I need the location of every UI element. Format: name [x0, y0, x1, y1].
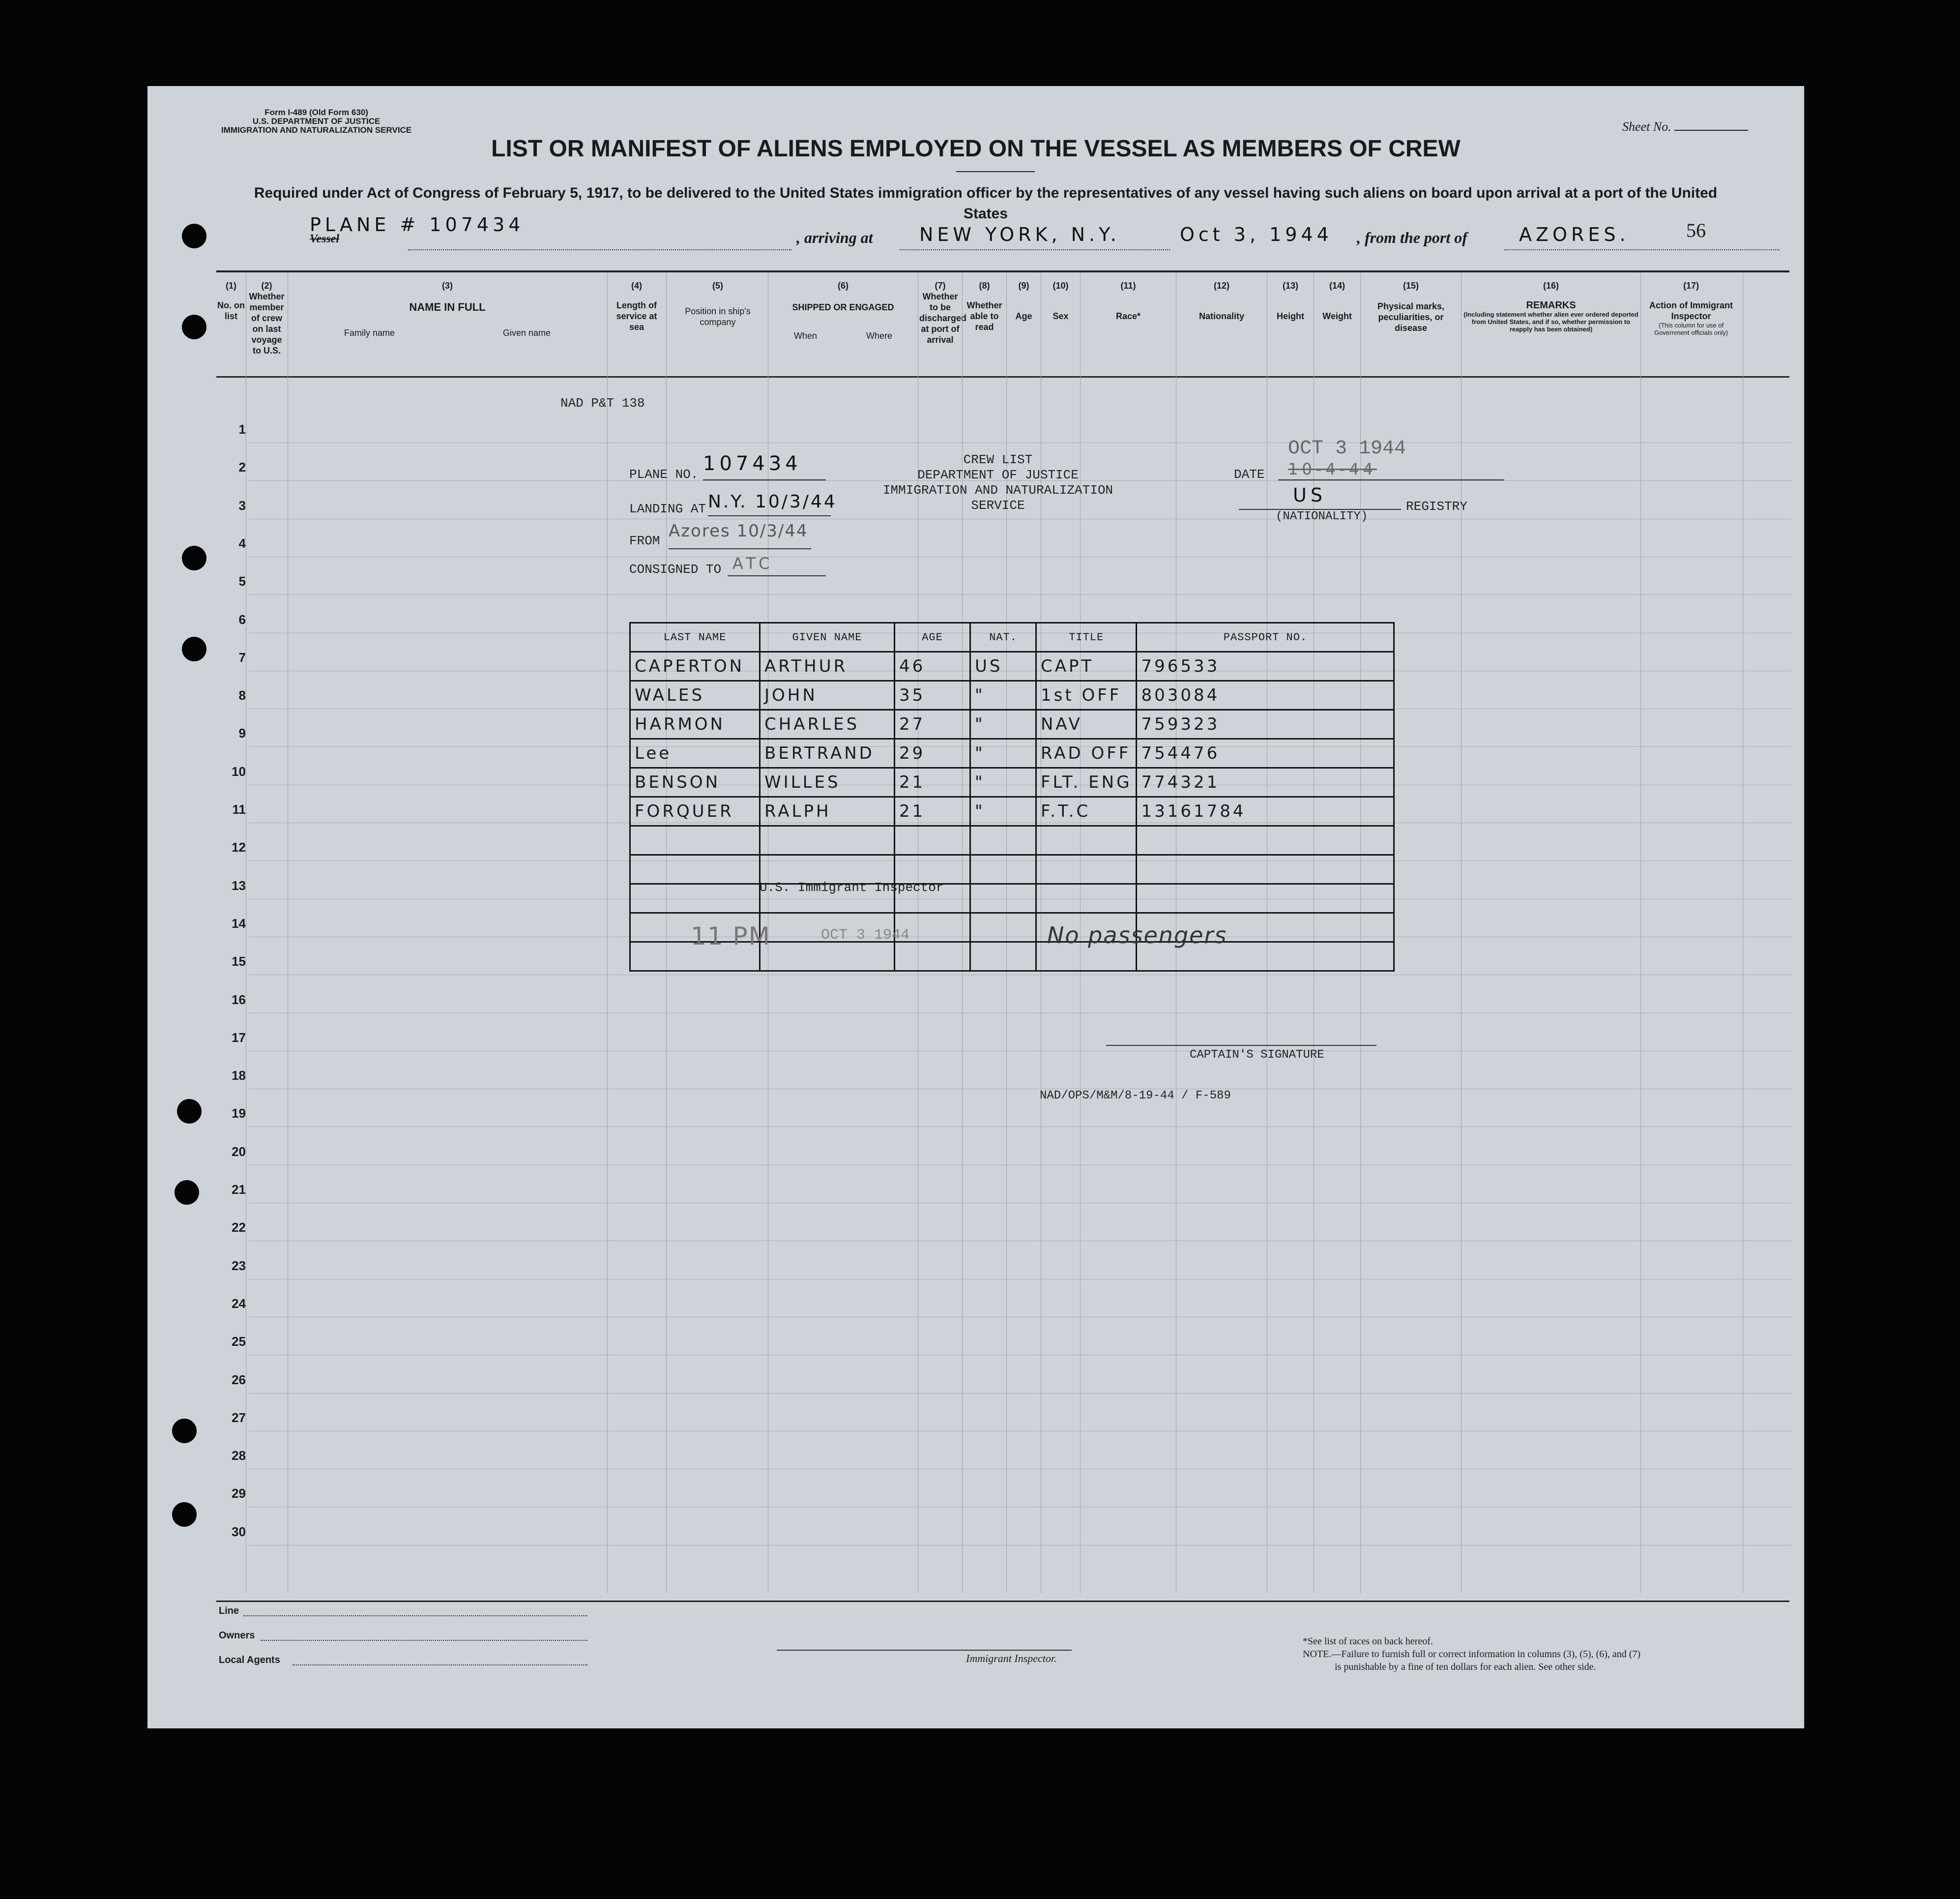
inspection-time: 11 PM [691, 922, 771, 950]
grid-line [1461, 273, 1462, 1593]
arriving-label: , arriving at [796, 229, 873, 246]
crew-cell-age: 21 [895, 797, 970, 826]
title-divider [956, 171, 1035, 172]
grid-bottom-rule [216, 1601, 1789, 1602]
crew-cell-passport-no: 759323 [1137, 710, 1394, 739]
row-number: 6 [238, 612, 246, 627]
col-10-header: (10) Sex [1053, 281, 1069, 321]
registry-label: REGISTRY [1406, 499, 1467, 514]
crew-cell-age: 21 [895, 768, 970, 797]
crew-cell-title [1036, 826, 1137, 855]
crew-cell-given-name [760, 826, 895, 855]
row-number: 4 [238, 535, 246, 551]
col-1-header: (1) No. on list [217, 281, 245, 321]
row-number: 9 [238, 726, 246, 741]
col-6-header: (6) SHIPPED OR ENGAGED When Where [792, 281, 894, 341]
row-number: 24 [232, 1296, 246, 1311]
crew-cell-given-name: CHARLES [760, 710, 895, 739]
crew-cell-nationality: " [970, 681, 1036, 710]
col-header-age: AGE [895, 623, 970, 652]
footer-note [1303, 1635, 1640, 1673]
immigrant-inspector-label: Immigrant Inspector. [966, 1652, 1057, 1664]
crew-row [630, 855, 1394, 884]
page-number: 56 [1686, 219, 1706, 241]
crew-cell-given-name: JOHN [760, 681, 895, 710]
punch-hole [177, 1099, 202, 1124]
row-number: 14 [232, 916, 246, 931]
vessel-label: Vessel [310, 233, 339, 245]
consigned-label: CONSIGNED TO [629, 562, 722, 577]
crew-cell-last-name: Lee [630, 739, 760, 768]
form-id-line: Form I-489 (Old Form 630) [264, 108, 368, 117]
col-17-header: (17) Action of Immigrant Inspector (This column for use of Government officials only) [1649, 281, 1733, 336]
row-number: 29 [232, 1486, 246, 1501]
crew-cell-age: 46 [895, 652, 970, 681]
crew-row [630, 681, 1394, 710]
manifest-sheet [147, 86, 1804, 1728]
col-3-header: (3) NAME IN FULL Family name Given name [344, 281, 551, 338]
col-8-header: (8) Whether able to read [966, 281, 1002, 332]
crew-cell-nationality [970, 855, 1036, 884]
crew-cell-last-name [630, 884, 760, 913]
crew-cell-last-name: CAPERTON [630, 652, 760, 681]
from-underline [669, 548, 811, 549]
punch-hole [172, 1502, 197, 1527]
row-number: 13 [232, 878, 246, 893]
stamp-header-line: DEPARTMENT OF JUSTICE [917, 468, 1079, 482]
col-2-header: (2) Whether member of crew on last voyage to U.S. [249, 281, 285, 356]
crew-cell-given-name [760, 855, 895, 884]
form-id-line: U.S. DEPARTMENT OF JUSTICE [252, 117, 380, 126]
crew-cell-age [895, 855, 970, 884]
from-port-label: , from the port of [1357, 229, 1467, 246]
crew-table-header-row [630, 623, 1394, 652]
col-11-header: (11) Race* [1115, 281, 1141, 321]
nationality-value: US [1293, 484, 1326, 506]
crew-cell-nationality [970, 826, 1036, 855]
row-number: 18 [232, 1068, 246, 1083]
row-number: 25 [232, 1334, 246, 1349]
crew-row [630, 739, 1394, 768]
form-id-line: IMMIGRATION AND NATURALIZATION SERVICE [221, 125, 412, 135]
col-header-nationality: NAT. [970, 623, 1036, 652]
crew-cell-given-name: WILLES [760, 768, 895, 797]
col-4-header: (4) Length of service at sea [616, 281, 657, 332]
crew-cell-last-name [630, 855, 760, 884]
inspection-date-stamp: OCT 3 1944 [821, 927, 910, 944]
footer-note-line: is punishable by a fine of ten dollars for each alien. See other side. [1335, 1662, 1596, 1672]
header-top-rule [216, 270, 1789, 272]
row-number: 19 [232, 1106, 246, 1121]
captain-signature-label: CAPTAIN'S SIGNATURE [1190, 1048, 1324, 1062]
col-7-header: (7) Whether to be discharged at port of arrival [919, 281, 967, 345]
from-label: FROM [629, 534, 660, 548]
consigned-value: ATC [732, 554, 774, 573]
footer-note-line: *See list of races on back hereof. [1303, 1636, 1433, 1647]
crew-cell-given-name: BERTRAND [760, 739, 895, 768]
plane-no-value: 107434 [703, 452, 802, 475]
crew-cell-title [1036, 855, 1137, 884]
row-number: 28 [232, 1448, 246, 1463]
row-number: 3 [238, 498, 246, 513]
crew-cell-title: CAPT [1036, 652, 1137, 681]
crew-cell-title [1036, 884, 1137, 913]
sheet-number-label: Sheet No. [1622, 119, 1671, 134]
crew-cell-title: F.T.C [1036, 797, 1137, 826]
arriving-underline [900, 249, 1170, 250]
crew-row [630, 797, 1394, 826]
nad-reference: NAD P&T 138 [560, 396, 645, 411]
sheet-number-field [1622, 119, 1748, 134]
col-16-header: (16) REMARKS (Including statement whether alien ever ordered deported from United States, and if so, whether permission to reapply has been obtained) [1463, 281, 1638, 333]
crew-cell-age [895, 942, 970, 971]
col-14-header: (14) Weight [1322, 281, 1352, 321]
crew-cell-given-name: RALPH [760, 797, 895, 826]
owners-label: Owners [219, 1630, 255, 1641]
crew-cell-nationality [970, 913, 1036, 942]
punch-hole [175, 1180, 199, 1205]
arriving-value: NEW YORK, N.Y. [919, 224, 1120, 245]
row-number: 7 [238, 650, 246, 665]
row-number: 5 [238, 574, 246, 589]
owners-blank [261, 1640, 587, 1641]
landing-label: LANDING AT [629, 502, 706, 516]
row-number: 21 [232, 1182, 246, 1197]
line-label: Line [219, 1605, 239, 1616]
consigned-underline [728, 575, 826, 576]
row-number: 22 [232, 1220, 246, 1235]
grid-line [1640, 273, 1641, 1593]
crew-row [630, 826, 1394, 855]
from-value: Azores 10/3/44 [669, 521, 808, 541]
crew-cell-age: 27 [895, 710, 970, 739]
row-number: 1 [238, 422, 246, 437]
crew-cell-passport-no: 754476 [1137, 739, 1394, 768]
nationality-label: (NATIONALITY) [1276, 510, 1368, 523]
captain-signature-line [1106, 1045, 1376, 1046]
crew-cell-given-name: ARTHUR [760, 652, 895, 681]
landing-underline [708, 515, 831, 516]
row-number: 30 [232, 1524, 246, 1539]
punch-hole [182, 546, 206, 570]
crew-row [630, 884, 1394, 913]
row-number: 27 [232, 1410, 246, 1425]
date-underline [1278, 479, 1504, 480]
archive-reference: NAD/OPS/M&M/8-19-44 / F-589 [1040, 1089, 1231, 1102]
crew-cell-nationality: " [970, 710, 1036, 739]
from-underline [1504, 249, 1780, 250]
date-value: 10-4-44 [1288, 460, 1377, 478]
crew-cell-passport-no: 13161784 [1137, 797, 1394, 826]
crew-cell-title: 1st OFF [1036, 681, 1137, 710]
row-number: 11 [232, 802, 246, 817]
form-title: LIST OR MANIFEST OF ALIENS EMPLOYED ON THE VESSEL AS MEMBERS OF CREW [491, 136, 1461, 162]
crew-cell-last-name: HARMON [630, 710, 760, 739]
landing-value: N.Y. 10/3/44 [708, 492, 837, 512]
punch-hole [182, 637, 206, 661]
crew-cell-nationality: US [970, 652, 1036, 681]
crew-row [630, 710, 1394, 739]
crew-list-table [629, 622, 1395, 972]
crew-cell-nationality [970, 884, 1036, 913]
col-header-passport: PASSPORT NO. [1137, 623, 1394, 652]
crew-cell-passport-no: 796533 [1137, 652, 1394, 681]
col-header-title: TITLE [1036, 623, 1137, 652]
plane-no-underline [703, 479, 826, 480]
footer-note-line: NOTE.—Failure to furnish full or correct information in columns (3), (5), (6), and (7) [1303, 1649, 1641, 1660]
punch-hole [182, 224, 206, 248]
crew-cell-age: 29 [895, 739, 970, 768]
row-number: 15 [232, 954, 246, 969]
stamp-header-line: IMMIGRATION AND NATURALIZATION SERVICE [882, 483, 1113, 513]
row-rule [248, 594, 1792, 595]
crew-cell-passport-no [1137, 855, 1394, 884]
row-number: 10 [232, 764, 246, 779]
crew-list-stamp-header [875, 452, 1121, 513]
col-15-header: (15) Physical marks, peculiarities, or disease [1377, 281, 1445, 333]
no-passengers-note: No passengers [1047, 922, 1228, 949]
stamp-header-line: CREW LIST [963, 452, 1033, 467]
crew-cell-age [895, 826, 970, 855]
col-13-header: (13) Height [1277, 281, 1304, 321]
crew-cell-title: FLT. ENG [1036, 768, 1137, 797]
arrival-date: Oct 3, 1944 [1180, 224, 1333, 245]
crew-cell-age: 35 [895, 681, 970, 710]
crew-cell-title: RAD OFF [1036, 739, 1137, 768]
crew-cell-nationality [970, 942, 1036, 971]
crew-cell-passport-no: 803084 [1137, 681, 1394, 710]
col-5-header: (5) Position in ship's company [685, 281, 751, 327]
crew-row [630, 768, 1394, 797]
row-rule [248, 1393, 1792, 1394]
vessel-value: PLANE # 107434 [310, 214, 525, 236]
sheet-number-blank [1674, 130, 1748, 131]
crew-cell-given-name [760, 942, 895, 971]
row-number: 8 [238, 688, 246, 703]
date-label: DATE [1234, 467, 1265, 482]
crew-cell-passport-no [1137, 826, 1394, 855]
form-subtitle: Required under Act of Congress of February 5, 1917, to be delivered to the United States immigration officer by the representatives of any vessel having such aliens on board upon arrival at a port of the United States [254, 185, 1718, 222]
form-identifier [221, 108, 411, 135]
plane-no-label: PLANE NO. [629, 467, 699, 482]
line-blank [243, 1615, 587, 1616]
received-date-stamp: OCT 3 1944 [1288, 438, 1406, 460]
crew-cell-last-name [630, 826, 760, 855]
inspector-signature-line [777, 1650, 1072, 1651]
local-agents-blank [293, 1664, 587, 1665]
crew-cell-nationality: " [970, 739, 1036, 768]
crew-cell-last-name: FORQUER [630, 797, 760, 826]
col-9-header: (9) Age [1015, 281, 1032, 321]
row-number: 12 [232, 840, 246, 855]
col-header-given-name: GIVEN NAME [760, 623, 895, 652]
row-number: 26 [232, 1372, 246, 1387]
crew-cell-passport-no [1137, 884, 1394, 913]
crew-cell-last-name: WALES [630, 681, 760, 710]
from-port-value: AZORES. [1519, 224, 1630, 245]
vessel-underline [408, 249, 791, 250]
row-number: 17 [232, 1030, 246, 1045]
crew-row [630, 652, 1394, 681]
row-number: 2 [238, 460, 246, 475]
grid-line [607, 273, 608, 1593]
crew-cell-title: NAV [1036, 710, 1137, 739]
col-header-last-name: LAST NAME [630, 623, 760, 652]
punch-hole [172, 1419, 197, 1443]
crew-cell-nationality: " [970, 768, 1036, 797]
crew-cell-last-name: BENSON [630, 768, 760, 797]
crew-cell-passport-no: 774321 [1137, 768, 1394, 797]
col-12-header: (12) Nationality [1199, 281, 1244, 321]
row-number: 16 [232, 992, 246, 1007]
inspector-stamp-label: U.S. Immigrant Inspector [760, 880, 944, 895]
row-number: 23 [232, 1258, 246, 1273]
punch-hole [182, 315, 206, 339]
row-number: 20 [232, 1144, 246, 1159]
local-agents-label: Local Agents [219, 1655, 280, 1665]
header-bottom-rule [216, 376, 1789, 378]
crew-cell-nationality: " [970, 797, 1036, 826]
